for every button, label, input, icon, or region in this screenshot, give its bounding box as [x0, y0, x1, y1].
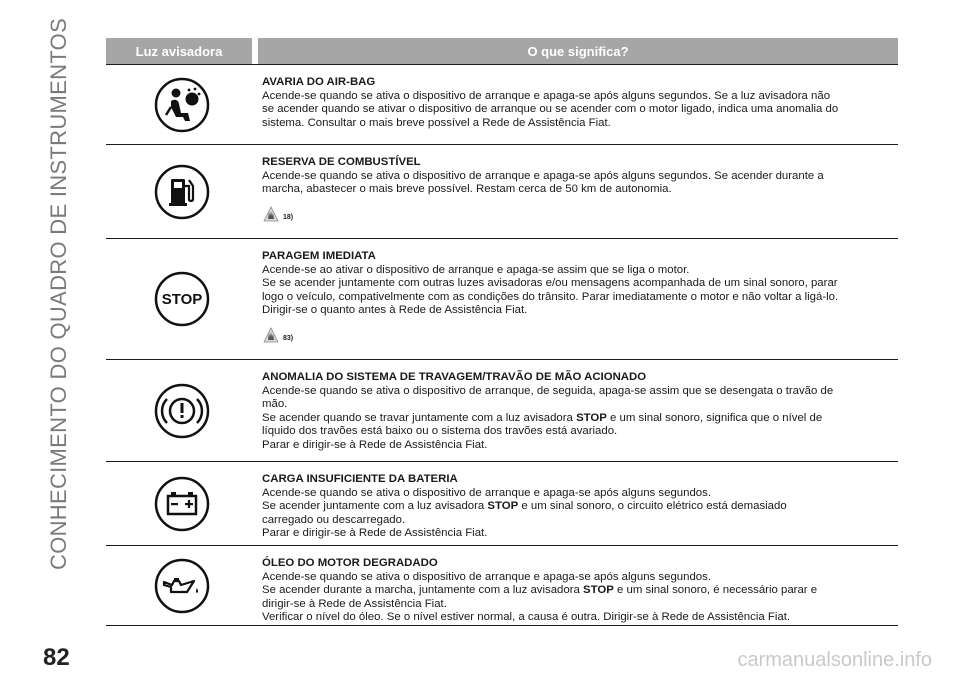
- table-header: [106, 38, 898, 65]
- chapter-side-title: CONHECIMENTO DO QUADRO DE INSTRUMENTOS: [46, 17, 71, 570]
- note-number: 18): [283, 213, 294, 221]
- table-row: RESERVA DE COMBUSTÍVEL Acende-se quando se ativa o dispositivo de arranque e apaga-se após alguns segundos. Se acender durante a marcha, abastecer o mais breve possível. Restam cerca de 50 km de autonomia. 18): [106, 145, 898, 239]
- row-title: ANOMALIA DO SISTEMA DE TRAVAGEM/TRAVÃO DE MÃO ACIONADO: [262, 371, 647, 383]
- table-row: AVARIA DO AIR-BAG Acende-se quando se ativa o dispositivo de arranque e apaga-se após alguns segundos. Se a luz avisadora não se acender quando se ativar o dispositivo de arranque ou se acender com o motor ligado, indica uma anomalia do sistema. Consultar o mais breve possível a Rede de Assistência Fiat.: [106, 65, 898, 145]
- row-title: CARGA INSUFICIENTE DA BATERIA: [262, 473, 458, 485]
- row-title: PARAGEM IMEDIATA: [262, 250, 376, 262]
- note-reference: [262, 203, 898, 225]
- header-meaning: O que significa?: [527, 43, 629, 59]
- stop-warning-icon: [154, 271, 210, 327]
- battery-icon: [154, 476, 210, 532]
- note-number: 83): [283, 334, 294, 342]
- oil-pressure-icon: [154, 558, 210, 614]
- stop-icon-label: STOP: [161, 291, 203, 308]
- note-reference: [262, 324, 898, 346]
- row-title: RESERVA DE COMBUSTÍVEL: [262, 156, 421, 168]
- row-title: AVARIA DO AIR-BAG: [262, 76, 376, 88]
- warning-lights-table: [106, 38, 898, 626]
- fuel-reserve-icon: [154, 164, 210, 220]
- row-title: ÓLEO DO MOTOR DEGRADADO: [262, 557, 438, 569]
- table-row: CARGA INSUFICIENTE DA BATERIA Acende-se quando se ativa o dispositivo de arranque e apaga-se após alguns segundos. Se acender juntamente com a luz avisadora STOP e um sinal sonoro, o circuito elétrico está demasiado carregado ou descarregado. Parar e dirigir-se à Rede de Assistência Fiat.: [106, 462, 898, 546]
- header-warning-light: Luz avisadora: [135, 43, 223, 59]
- warning-hand-icon: [262, 206, 280, 222]
- watermark: carmanualsonline.info: [737, 649, 932, 671]
- table-row: STOP PARAGEM IMEDIATA Acende-se ao ativar o dispositivo de arranque e apaga-se assim que se liga o motor. Se se acender juntamente com outras luzes avisadoras e/ou mensagens acompanhada de um sinal sonoro, parar logo o veículo, compativelmente com as condições do trânsito. Parar imediatamente o motor e não voltar a ligá-lo. Dirigir-se o quanto antes à Rede de Assistência Fiat. 83): [106, 239, 898, 360]
- airbag-warning-icon: [154, 77, 210, 133]
- warning-hand-icon: [262, 327, 280, 343]
- page-number: 82: [43, 644, 70, 671]
- brake-system-icon: [154, 383, 210, 439]
- table-row: ANOMALIA DO SISTEMA DE TRAVAGEM/TRAVÃO DE MÃO ACIONADO Acende-se quando se ativa o dispositivo de arranque, de seguida, apaga-se assim que se desengata o travão de mão. Se acender quando se travar juntamente com a luz avisadora STOP e um sinal sonoro, significa que o nível de líquido dos travões está baixo ou o sistema dos travões está avariado. Parar e dirigir-se à Rede de Assistência Fiat.: [106, 360, 898, 462]
- table-row: ÓLEO DO MOTOR DEGRADADO Acende-se quando se ativa o dispositivo de arranque e apaga-se após alguns segundos. Se acender durante a marcha, juntamente com a luz avisadora STOP e um sinal sonoro, é necessário parar e dirigir-se à Rede de Assistência Fiat. Verificar o nível do óleo. Se o nível estiver normal, a causa é outra. Dirigir-se à Rede de Assistência Fiat.: [106, 546, 898, 626]
